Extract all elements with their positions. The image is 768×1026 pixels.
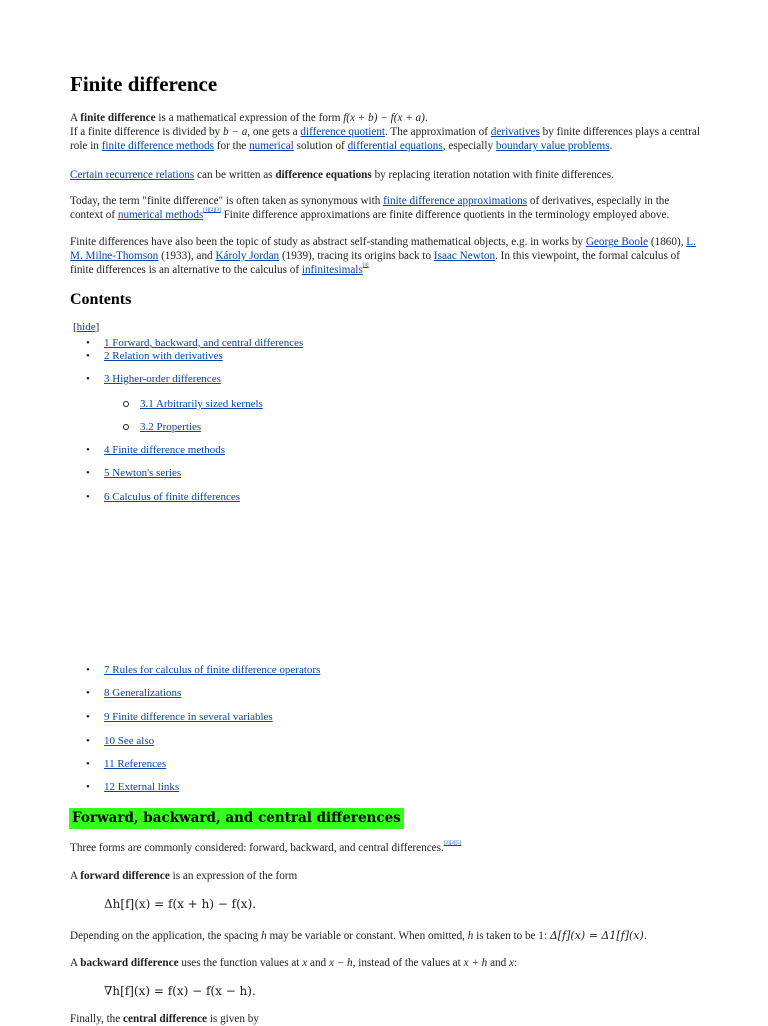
toc-item — [86, 687, 182, 700]
toc-item — [86, 664, 321, 677]
text: may be variable or constant. When omitted, — [266, 930, 468, 942]
text: Finite difference approximations are finite difference quotients in the terminology employed above. — [220, 209, 670, 221]
bold-term: forward difference — [80, 870, 170, 882]
bold-term: difference equations — [275, 169, 372, 181]
citation-link[interactable]: [4] — [362, 263, 369, 268]
section-paragraph — [70, 929, 702, 943]
text: . In this viewpoint, the formal calculus of finite differences is an alternative to the calculus of — [70, 250, 680, 276]
bullet: • — [86, 337, 90, 349]
link-boundary-value-problems[interactable]: boundary value problems — [495, 140, 610, 152]
bullet: • — [86, 350, 90, 362]
today-paragraph — [70, 194, 702, 222]
bullet: • — [86, 664, 90, 676]
bullet: • — [86, 373, 90, 385]
hide-toc-link[interactable]: hide — [76, 321, 96, 333]
text: is taken to be 1: — [473, 930, 550, 942]
link-numerical[interactable]: numerical — [249, 140, 294, 152]
text: and — [307, 957, 329, 969]
bullet: • — [86, 781, 90, 793]
text: for the — [213, 140, 250, 152]
link-isaac-newton[interactable]: Isaac Newton — [433, 250, 496, 262]
formula-backward-difference: ∇h[f](x) = f(x) − f(x − h). — [104, 984, 256, 998]
text: , instead of the values at — [352, 957, 464, 969]
bullet: • — [86, 687, 90, 699]
section-heading: Forward, backward, and central differences — [69, 808, 404, 829]
bold-term: finite difference — [80, 112, 156, 124]
citation-link[interactable]: [1][2][3] — [203, 208, 221, 213]
bold-term: backward difference — [80, 957, 179, 969]
inline-formula: b − a — [222, 126, 248, 138]
variable: x — [302, 957, 308, 969]
bullet: • — [86, 491, 90, 503]
toc-item — [86, 781, 180, 794]
text: : — [513, 957, 518, 969]
link-numerical-methods[interactable]: numerical methods — [117, 209, 204, 221]
text: uses the function values at — [178, 957, 303, 969]
text: can be written as — [194, 169, 276, 181]
toc-item — [86, 373, 221, 386]
bullet: • — [86, 444, 90, 456]
text: (1939), tracing its origins back to — [279, 250, 434, 262]
text: Finite differences have also been the topic of study as abstract self-standing mathematical objects, e.g. in works by — [70, 236, 586, 248]
text: . The approximation of — [385, 126, 491, 138]
link-infinitesimals[interactable]: infinitesimals — [301, 264, 363, 276]
toc-link[interactable]: 12 External links — [104, 781, 180, 793]
link-george-boole[interactable]: George Boole — [585, 236, 649, 248]
variable: h — [261, 930, 267, 942]
text: is a mathematical expression of the form — [155, 112, 344, 124]
text: (1860), — [648, 236, 687, 248]
bullet: • — [86, 758, 90, 770]
toc-link[interactable]: 8 Generalizations — [104, 687, 182, 699]
text: . — [424, 112, 428, 124]
link-difference-quotient[interactable]: difference quotient — [300, 126, 386, 138]
link-karoly-jordan[interactable]: Károly Jordan — [215, 250, 280, 262]
contents-heading: Contents — [70, 291, 132, 308]
toc-link[interactable]: 3.2 Properties — [140, 421, 202, 433]
toc-link[interactable]: 5 Newton's series — [104, 467, 182, 479]
inline-formula: f(x + b) − f(x + a) — [343, 112, 425, 124]
link-differential-equations[interactable]: differential equations — [347, 140, 443, 152]
toc-link[interactable]: 2 Relation with derivatives — [104, 350, 223, 362]
section-paragraph — [70, 841, 702, 855]
section-paragraph — [70, 869, 702, 883]
toc-link[interactable]: 7 Rules for calculus of finite difference operators — [104, 664, 321, 676]
toc-subitem — [140, 421, 201, 434]
toc-item — [86, 337, 304, 350]
text: (1933), and — [158, 250, 216, 262]
toc-item — [86, 491, 241, 504]
text: Three forms are commonly considered: forward, backward, and central differences. — [70, 842, 444, 854]
toc-link[interactable]: 1 Forward, backward, and central differences — [104, 337, 304, 349]
toc-link[interactable]: 3 Higher-order differences — [104, 373, 221, 385]
text: A — [70, 870, 81, 882]
toc-link[interactable]: 10 See also — [104, 735, 155, 747]
toc-item — [86, 735, 155, 748]
toc-link[interactable]: 9 Finite difference in several variables — [104, 711, 273, 723]
toc-item — [86, 444, 226, 457]
bullet: • — [86, 735, 90, 747]
variable: x + h — [463, 957, 488, 969]
bold-term: central difference — [123, 1013, 208, 1025]
link-finite-difference-approximations[interactable]: finite difference approximations — [383, 195, 528, 207]
ring-bullet — [123, 424, 129, 430]
text: , one gets a — [247, 126, 301, 138]
text: by replacing iteration notation with finite differences. — [371, 169, 614, 181]
text: , especially — [442, 140, 496, 152]
formula-forward-difference: Δh[f](x) = f(x + h) − f(x). — [104, 897, 257, 911]
toc-item — [86, 758, 167, 771]
bracket: [ — [73, 321, 77, 333]
toc-item — [86, 711, 273, 724]
link-derivatives[interactable]: derivatives — [490, 126, 540, 138]
text: A — [70, 957, 81, 969]
text: Today, the term "finite difference" is often taken as synonymous with — [70, 195, 384, 207]
variable: h — [467, 930, 474, 942]
link-finite-difference-methods[interactable]: finite difference methods — [101, 140, 214, 152]
text: Depending on the application, the spacing — [70, 930, 262, 942]
page-title: Finite difference — [70, 72, 218, 96]
text: . — [609, 140, 613, 152]
text: A — [70, 112, 81, 124]
section-paragraph — [70, 956, 702, 970]
toc-link[interactable]: 3.1 Arbitrarily sized kernels — [140, 398, 263, 410]
toc-subitem — [140, 398, 263, 411]
text: is given by — [207, 1013, 259, 1025]
toc-link[interactable]: 11 References — [104, 758, 167, 770]
link-milne-thomson[interactable]: L. M. Milne-Thomson — [70, 236, 696, 262]
toc-toggle — [73, 321, 99, 334]
bullet: • — [86, 711, 90, 723]
intro-paragraph — [70, 111, 702, 153]
toc-link[interactable]: 4 Finite difference methods — [104, 444, 226, 456]
text: is an expression of the form — [169, 870, 298, 882]
text: and — [487, 957, 510, 969]
inline-formula: Δ[f](x) = Δ1[f](x). — [549, 929, 648, 942]
variable: x — [509, 957, 514, 969]
history-paragraph — [70, 235, 702, 277]
link-recurrence-relations[interactable]: Certain recurrence relations — [70, 169, 195, 181]
ring-bullet — [123, 401, 129, 407]
text: solution of — [293, 140, 348, 152]
toc-item — [86, 350, 223, 363]
toc-item — [86, 467, 182, 480]
bullet: • — [86, 467, 90, 479]
text: If a finite difference is divided by — [70, 126, 223, 138]
text: Finally, the — [70, 1013, 124, 1025]
bracket: ] — [95, 321, 100, 333]
toc-link[interactable]: 6 Calculus of finite differences — [104, 491, 241, 503]
citation-link[interactable]: [2][3][5] — [443, 841, 462, 846]
recurrence-paragraph — [70, 168, 702, 182]
text: by finite differences plays a central role in — [70, 126, 700, 152]
variable: x − h — [328, 957, 353, 969]
text: of derivatives, especially in the context of — [70, 195, 670, 221]
